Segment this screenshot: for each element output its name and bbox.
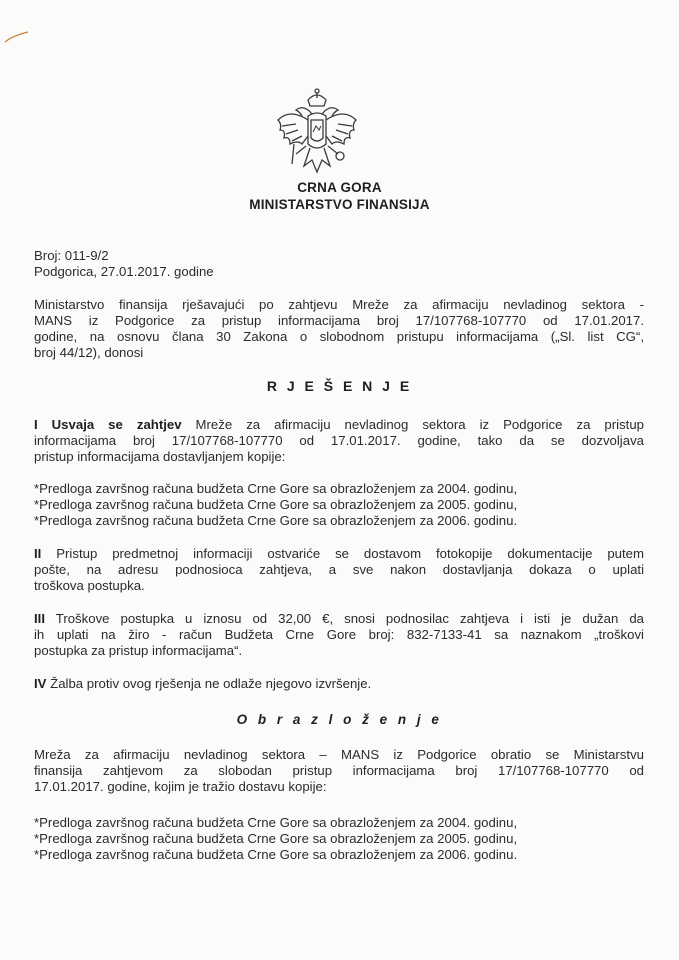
intro-line: broj 44/12), donosi <box>34 345 144 360</box>
document-number: Broj: 011-9/2 <box>34 248 109 263</box>
section-ii-line: pošte, na adresu podnosioca zahtjeva, a sve nakon dostavljanja dokaza o uplati <box>34 562 644 577</box>
list-item: *Predloga završnog računa budžeta Crne Gore sa obrazloženjem za 2006. godinu. <box>34 513 518 528</box>
section-iv-line <box>34 676 371 691</box>
intro-line: MANS iz Podgorice za pristup informacijama broj 17/107768-107770 od 17.01.2017. <box>34 313 644 328</box>
intro-line: godine, na osnovu člana 30 Zakona o slobodnom pristupu informacijama („Sl. list CG“, <box>34 329 644 344</box>
reasoning-line: 17.01.2017. godine, kojim je tražio dostavu kopije: <box>34 779 327 794</box>
section-iv-label: IV <box>34 676 47 691</box>
section-iv-text: Žalba protiv ovog rješenja ne odlaže njegovo izvršenje. <box>46 676 372 691</box>
section-ii-line <box>34 546 644 561</box>
reasoning-line: finansija zahtjevom za slobodan pristup informacijama broj 17/107768-107770 od <box>34 763 644 778</box>
place-date: Podgorica, 27.01.2017. godine <box>34 264 214 279</box>
pen-mark-icon <box>4 30 30 44</box>
list-item: *Predloga završnog računa budžeta Crne Gore sa obrazloženjem za 2005. godinu, <box>34 497 518 512</box>
country-name: CRNA GORA <box>297 180 382 195</box>
section-iii-text: Troškove postupka u iznosu od 32,00 €, snosi podnosilac zahtjeva i isti je dužan da <box>45 611 644 626</box>
section-i-line <box>34 417 644 432</box>
section-iii-line: ih uplati na žiro - račun Budžeta Crne Gore broj: 832-7133-41 sa naznakom „troškovi <box>34 627 644 642</box>
section-iii-line <box>34 611 644 626</box>
section-i-text: Mreže za afirmaciju nevladinog sektora iz Podgorice za pristup <box>181 417 644 432</box>
section-iii-line: postupka za pristup informacijama“. <box>34 643 243 658</box>
list-item: *Predloga završnog računa budžeta Crne Gore sa obrazloženjem za 2005. godinu, <box>34 831 518 846</box>
list-item: *Predloga završnog računa budžeta Crne Gore sa obrazloženjem za 2006. godinu. <box>34 847 518 862</box>
section-i-line: pristup informacijama dostavljanjem kopije: <box>34 449 286 464</box>
ministry-name: MINISTARSTVO FINANSIJA <box>249 197 430 212</box>
list-item: *Predloga završnog računa budžeta Crne Gore sa obrazloženjem za 2004. godinu, <box>34 481 518 496</box>
section-i-label: I Usvaja se zahtjev <box>34 417 182 432</box>
reasoning-title: O b r a z l o ž e n j e <box>236 712 443 727</box>
list-item: *Predloga završnog računa budžeta Crne Gore sa obrazloženjem za 2004. godinu, <box>34 815 518 830</box>
section-i-line: informacijama broj 17/107768-107770 od 17.01.2017. godine, tako da se dozvoljava <box>34 433 644 448</box>
reasoning-line: Mreža za afirmaciju nevladinog sektora – MANS iz Podgorice obratio se Ministarstvu <box>34 747 644 762</box>
section-ii-text: Pristup predmetnoj informaciji ostvariće se dostavom fotokopije dokumentacije putem <box>41 546 644 561</box>
decision-title: R J E Š E N J E <box>266 378 413 394</box>
section-ii-line: troškova postupka. <box>34 578 145 593</box>
intro-line: Ministarstvo finansija rješavajući po zahtjevu Mreže za afirmaciju nevladinog sektora - <box>34 297 644 312</box>
section-iii-label: III <box>34 611 45 626</box>
coat-of-arms-icon <box>272 86 362 178</box>
section-ii-label: II <box>34 546 42 561</box>
